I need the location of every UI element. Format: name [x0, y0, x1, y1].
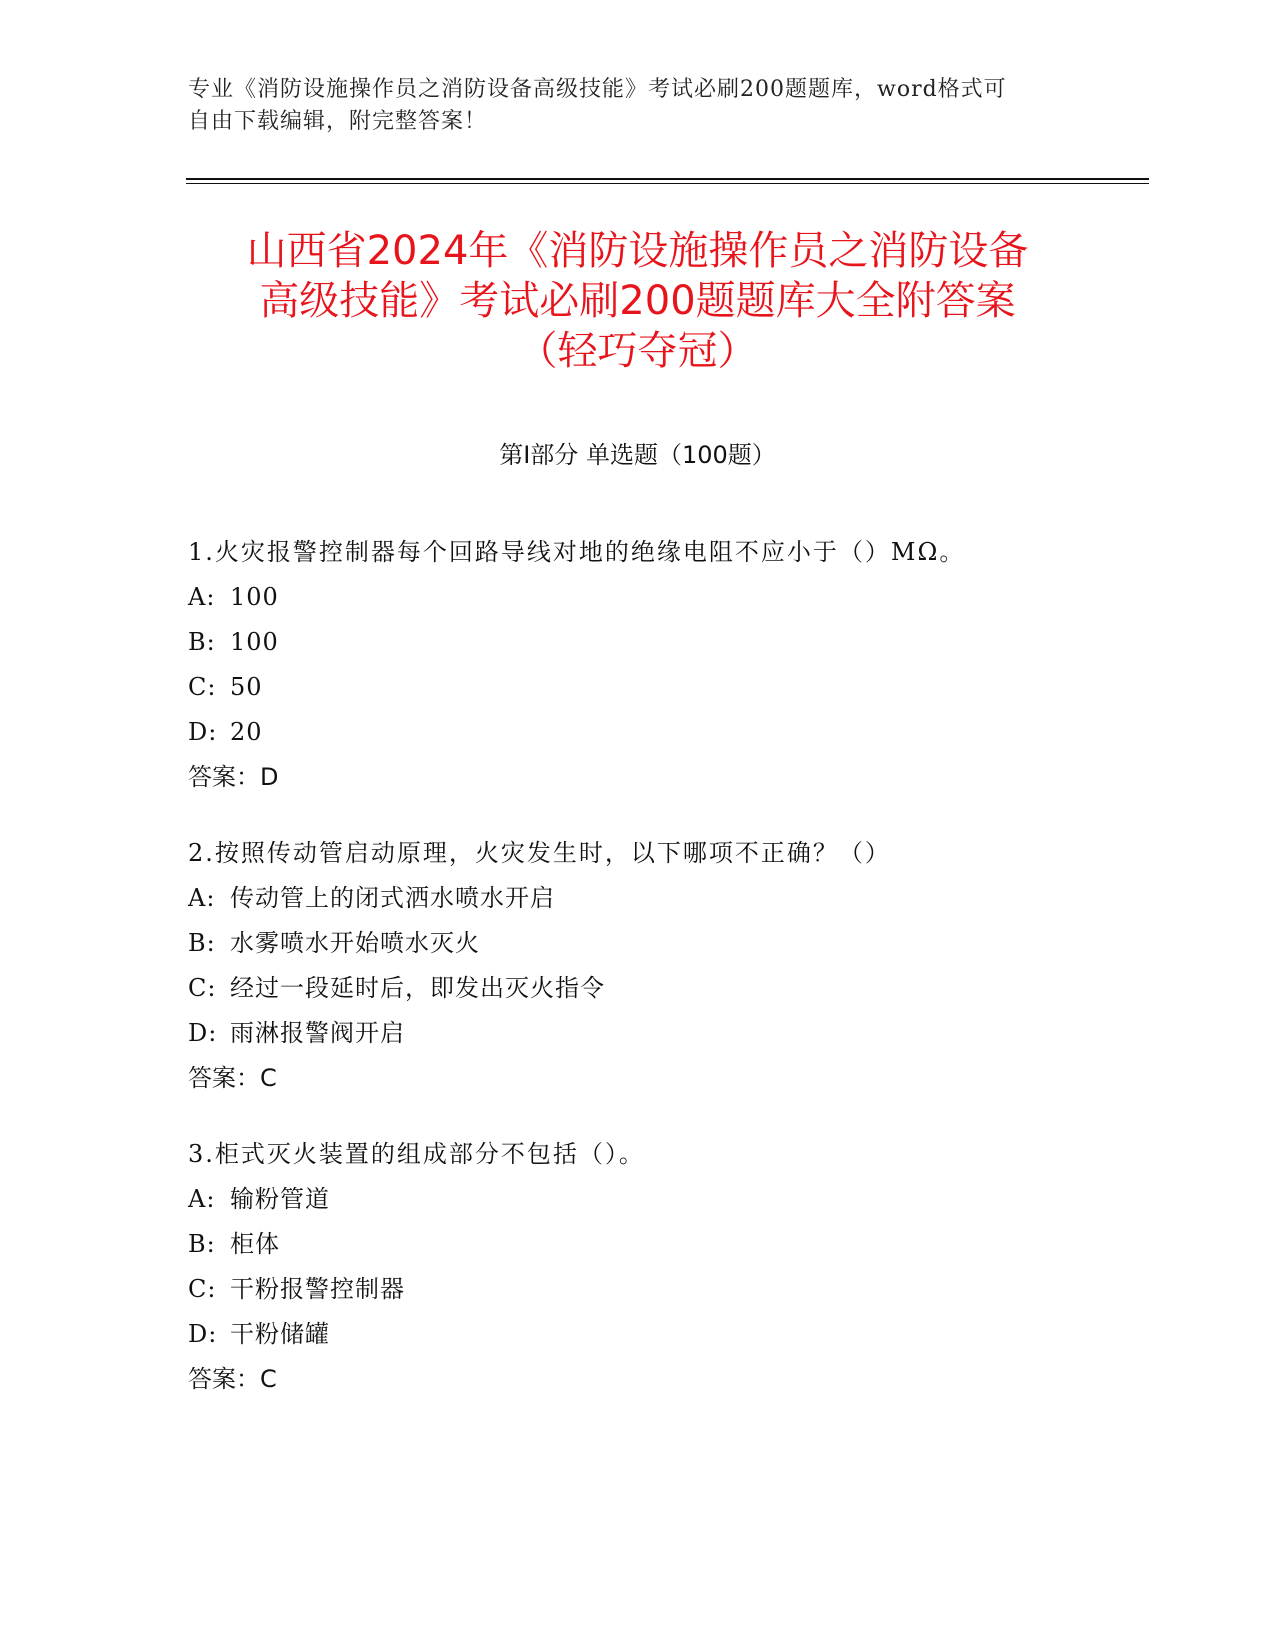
option-text: 干粉报警控制器 — [230, 1275, 405, 1303]
question-list — [188, 530, 1148, 1433]
option-letter: D: — [188, 718, 218, 746]
question-3 — [188, 1132, 1148, 1402]
option-letter: B: — [188, 1230, 216, 1258]
document-title-line-1: 山西省2024年《消防设施操作员之消防设备 — [246, 228, 1029, 274]
option-letter: B: — [188, 929, 216, 957]
answer: 答案：D — [188, 763, 279, 791]
option-a — [188, 575, 1148, 620]
option-text: 雨淋报警阀开启 — [230, 1019, 405, 1047]
option-a — [188, 876, 1148, 921]
option-letter: D: — [188, 1019, 218, 1047]
option-text: 100 — [230, 583, 279, 611]
header-divider-thin — [186, 183, 1149, 184]
header-note — [188, 74, 1088, 138]
option-letter: C: — [188, 1275, 217, 1303]
option-letter: A: — [188, 583, 216, 611]
header-note-line-2: 自由下载编辑，附完整答案！ — [188, 109, 488, 134]
option-letter: A: — [188, 1185, 216, 1213]
question-stem: 1.火灾报警控制器每个回路导线对地的绝缘电阻不应小于（）MΩ。 — [188, 538, 966, 566]
option-letter: A: — [188, 884, 216, 912]
question-stem: 3.柜式灭火装置的组成部分不包括（）。 — [188, 1140, 645, 1168]
question-2 — [188, 831, 1148, 1101]
option-letter: C: — [188, 673, 217, 701]
option-letter: C: — [188, 974, 217, 1002]
option-c — [188, 1267, 1148, 1312]
document-title-line-3: （轻巧夺冠） — [517, 328, 758, 374]
option-text: 水雾喷水开始喷水灭火 — [230, 929, 480, 957]
option-c — [188, 966, 1148, 1011]
option-text: 输粉管道 — [230, 1185, 330, 1213]
option-text: 柜体 — [230, 1230, 280, 1258]
question-1 — [188, 530, 1148, 800]
answer: 答案：C — [188, 1064, 277, 1092]
option-text: 50 — [230, 673, 263, 701]
document-title-line-2: 高级技能》考试必刷200题题库大全附答案 — [259, 278, 1016, 324]
header-divider-thick — [186, 178, 1149, 180]
option-d — [188, 1011, 1148, 1056]
option-c — [188, 665, 1148, 710]
option-d — [188, 1312, 1148, 1357]
header-note-line-1: 专业《消防设施操作员之消防设备高级技能》考试必刷200题题库，word格式可 — [188, 77, 1007, 102]
option-b — [188, 921, 1148, 966]
option-letter: D: — [188, 1320, 218, 1348]
option-letter: B: — [188, 628, 216, 656]
answer: 答案：C — [188, 1365, 277, 1393]
option-text: 100 — [230, 628, 279, 656]
section-heading: 第Ⅰ部分 单选题（100题） — [499, 441, 776, 469]
option-text: 20 — [230, 718, 263, 746]
document-title — [130, 226, 1145, 376]
option-b — [188, 620, 1148, 665]
option-text: 传动管上的闭式洒水喷水开启 — [230, 884, 555, 912]
option-text: 经过一段延时后，即发出灭火指令 — [230, 974, 605, 1002]
option-d — [188, 710, 1148, 755]
option-b — [188, 1222, 1148, 1267]
option-a — [188, 1177, 1148, 1222]
question-stem: 2.按照传动管启动原理，火灾发生时，以下哪项不正确？（） — [188, 839, 891, 867]
option-text: 干粉储罐 — [230, 1320, 330, 1348]
